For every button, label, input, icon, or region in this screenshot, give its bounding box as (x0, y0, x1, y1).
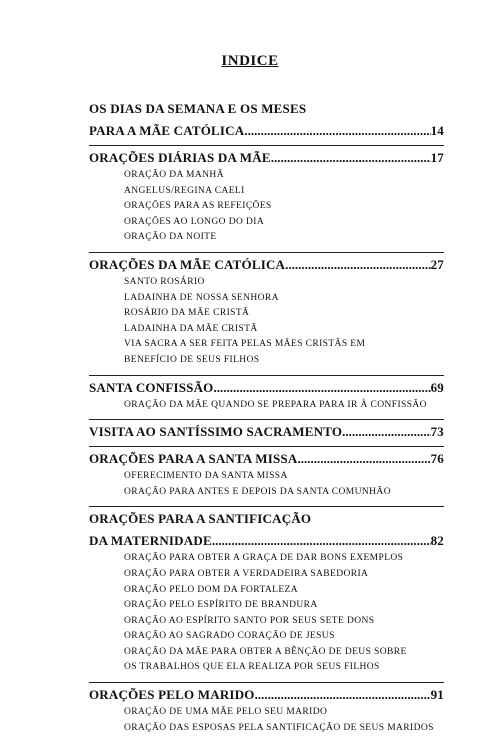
list-item: ORAÇÃO PARA OBTER A GRAÇA DE DAR BONS EXEMPLOS (124, 553, 404, 564)
section-heading (89, 256, 444, 273)
section-heading (89, 122, 444, 139)
dot-leader (212, 532, 431, 549)
list-item: OS TRABALHOS QUE ELA REALIZA POR SEUS FILHOS (124, 662, 380, 673)
toc-section (89, 252, 444, 369)
section-items (124, 551, 444, 676)
list-item: OFERECIMENTO DA SANTA MISSA (124, 471, 288, 482)
list-item: BENEFÍCIO DE SEUS FILHOS (124, 354, 260, 365)
list-item: LADAINHA DA MÃE CRISTÃ (124, 323, 258, 334)
section-items (124, 398, 444, 414)
section-heading (89, 423, 444, 440)
toc-section (89, 682, 444, 736)
list-item: ORAÇÃO DA MANHÃ (124, 170, 224, 180)
list-item: ORAÇÃO PARA ANTES E DEPOIS DA SANTA COMUNHÃO (124, 486, 391, 497)
page-number: 82 (430, 533, 444, 549)
section-title: DA MATERNIDADE (89, 533, 212, 549)
section-items (124, 705, 444, 736)
dot-leader (297, 450, 430, 467)
page-number: 76 (430, 451, 444, 467)
list-item: ORAÇÕES AO LONGO DO DIA (124, 216, 265, 227)
section-title: ORAÇÕES DIÁRIAS DA MÃE (89, 150, 271, 165)
list-item: ORAÇÃO DAS ESPOSAS PELA SANTIFICAÇÃO DE SEUS MARIDOS (124, 722, 434, 733)
section-title: ORAÇÕES PELO MARIDO (89, 687, 255, 703)
section-title: SANTA CONFISSÃO (89, 379, 214, 395)
page-number: 27 (430, 256, 444, 272)
list-item: ORAÇÕES PARA AS REFEIÇÕES (124, 201, 272, 212)
section-title: VISITA AO SANTÍSSIMO SACRAMENTO (89, 424, 343, 440)
section-heading-line: OS DIAS DA SEMANA E OS MESES (89, 101, 307, 116)
list-item: SANTO ROSÁRIO (124, 276, 205, 287)
toc-section (89, 145, 444, 246)
section-items (124, 168, 444, 246)
table-of-contents (89, 97, 444, 742)
list-item: ROSÁRIO DA MÃE CRISTÃ (124, 308, 250, 319)
section-title: PARA A MÃE CATÓLICA (89, 123, 245, 138)
section-heading (89, 450, 444, 467)
section-heading-line: ORAÇÕES PARA A SANTIFICAÇÃO (89, 511, 312, 527)
section-heading (89, 686, 444, 703)
section-heading (89, 532, 444, 549)
dot-leader (244, 122, 430, 139)
toc-section (89, 375, 444, 414)
list-item: VIA SACRA A SER FEITA PELAS MÃES CRISTÃS EM (124, 339, 366, 350)
page-number: 17 (430, 150, 444, 165)
section-title: ORAÇÕES PARA A SANTA MISSA (89, 451, 298, 467)
dot-leader (271, 149, 431, 166)
section-items (124, 469, 444, 500)
list-item: ORAÇÃO PELO ESPÍRITO DE BRANDURA (124, 600, 318, 611)
list-item: ORAÇÃO AO ESPÍRITO SANTO POR SEUS SETE DONS (124, 615, 375, 626)
section-items (124, 275, 444, 369)
list-item: ORAÇÃO DE UMA MÃE PELO SEU MARIDO (124, 707, 328, 718)
page-number: 14 (430, 123, 444, 138)
list-item: ORAÇÃO PARA OBTER A VERDADEIRA SABEDORIA (124, 568, 369, 579)
toc-section (89, 506, 444, 676)
dot-leader (342, 423, 430, 440)
dot-leader (213, 379, 430, 396)
section-heading (89, 149, 444, 166)
section-heading (89, 379, 444, 396)
toc-section (89, 97, 444, 139)
list-item: ORAÇÃO DA MÃE PARA OBTER A BÊNÇÃO DE DEUS SOBRE (124, 646, 407, 657)
page-number: 91 (430, 687, 444, 703)
dot-leader (285, 256, 430, 273)
page-title: INDICE (221, 53, 279, 69)
list-item: ORAÇÃO PELO DOM DA FORTALEZA (124, 584, 299, 595)
list-item: LADAINHA DE NOSSA SENHORA (124, 292, 279, 303)
section-title: ORAÇÕES DA MÃE CATÓLICA (89, 256, 286, 272)
list-item: ORAÇÃO DA NOITE (124, 232, 217, 243)
list-item: ORAÇÃO AO SAGRADO CORAÇÃO DE JESUS (124, 631, 335, 642)
toc-section (89, 419, 444, 440)
list-item: ANGELUS/REGINA CAELI (124, 185, 245, 196)
page-number: 73 (430, 424, 444, 440)
toc-section (89, 446, 444, 500)
list-item: ORAÇÃO DA MÃE QUANDO SE PREPARA PARA IR À CONFISSÃO (124, 399, 427, 410)
dot-leader (255, 686, 431, 703)
page-number: 69 (430, 379, 444, 395)
